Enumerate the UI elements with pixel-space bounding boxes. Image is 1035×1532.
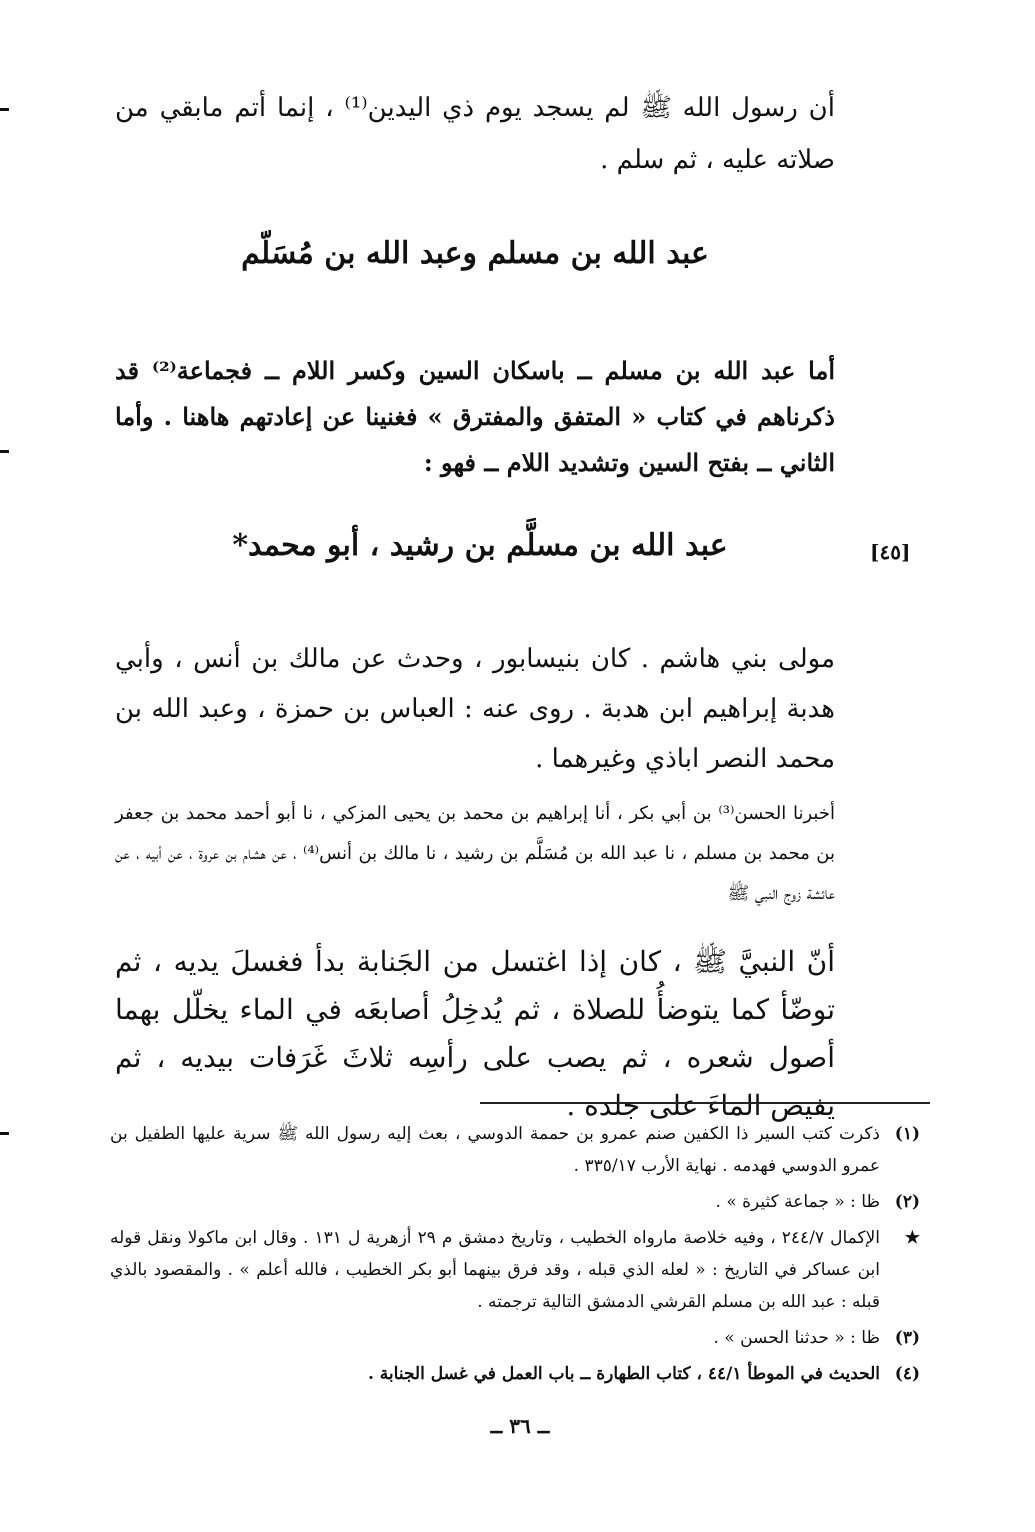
section-heading: عبد الله بن مسلم وعبد الله بن مُسَلّم [241, 236, 709, 271]
footnote-text: ذكرت كتب السير ذا الكفين صنم عمرو بن حممة الدوسي ، بعث إليه رسول الله ﷺ سرية عليها الطفيل بن عمرو الدوسي فهدمه . نهاية الأرب ٣٣٥/١٧ . [110, 1124, 880, 1176]
scan-edge-mark [0, 450, 9, 453]
footnote-item [110, 1358, 920, 1390]
top-paragraph: أن رسول الله ﷺ لم يسجد يوم ذي اليدين⁽¹⁾ ، إنما أتم مابقي من صلاته عليه ، ثم سلم . [115, 93, 835, 175]
isnad-paragraph: أخبرنا الحسن⁽³⁾ بن أبي بكر ، أنا إبراهيم بن محمد بن يحيى المزكي ، نا أبو أحمد محمد بن جعفر بن محمد بن مسلم ، نا عبد الله بن مُسَلَّم بن رشيد ، نا مالك بن أنس⁽⁴⁾ ، عن هشام بن عروة ، عن أبيه ، عن عائشة زوج النبي ﷺ [115, 803, 835, 904]
scan-edge-mark [0, 1132, 9, 1135]
intro-paragraph: أما عبد الله بن مسلم ــ باسكان السين وكسر اللام ــ فجماعة⁽²⁾ قد ذكرناهم في كتاب « المتفق والمفترق » فغنينا عن إعادتهم هاهنا . وأما الثاني ــ بفتح السين وتشديد اللام ــ فهو : [115, 356, 836, 477]
footnote-item [110, 1186, 920, 1218]
entry-number: [٤٥] [870, 540, 911, 564]
footnote-marker: (٣) [894, 1328, 920, 1348]
footnote-text: الحديث في الموطأ ٤٤/١ ، كتاب الطهارة ــ باب العمل في غسل الجنابة . [367, 1364, 880, 1384]
footnote-marker: (٤) [894, 1364, 920, 1384]
footnote-item [110, 1222, 920, 1318]
footnote-item [110, 1118, 920, 1182]
footnote-marker: ★ [904, 1228, 920, 1248]
footnote-marker: (١) [894, 1124, 920, 1144]
hadith-paragraph: أنّ النبيَّ ﷺ ، كان إذا اغتسل من الجَنابة بدأ فغسلَ يديه ، ثم توضّأ كما يتوضأُ للصلاة ، ثم يُدخِلُ أصابعَه في الماء يخلّل بهما أصول شعره ، ثم يصب على رأسِه ثلاثَ غَرَفات بيديه ، ثم يفيض الماءَ على جلده . [115, 945, 835, 1122]
footnote-marker: (٢) [894, 1192, 920, 1212]
entry-heading: عبد الله بن مسلَّم بن رشيد ، أبو محمد* [232, 528, 728, 563]
footnotes [110, 1118, 920, 1394]
footnote-text: الإكمال ٢٤٤/٧ ، وفيه خلاصة مارواه الخطيب ، وتاريخ دمشق م ٢٩ أزهرية ل ١٣١ . وقال ابن ماكولا ونقل قوله ابن عساكر في التاريخ : « لعله الذي قبله ، وقد فرق بينهما أبو بكر الخطيب ، فالله أعلم » . والمقصود بالذي قبله : عبد الله بن مسلم القرشي الدمشق التالية ترجمته . [110, 1228, 880, 1312]
biography-paragraph: مولى بني هاشم . كان بنيسابور ، وحدث عن مالك بن أنس ، وأبي هدبة إبراهيم ابن هدبة . روى عنه : العباس بن حمزة ، وعبد الله بن محمد النصر اباذي وغيرهما . [115, 644, 835, 774]
scan-edge-mark [0, 108, 9, 111]
footnote-text: ظا : « جماعة كثيرة » . [715, 1192, 880, 1212]
footnote-item [110, 1322, 920, 1354]
footnote-text: ظا : « حدثنا الحسن » . [713, 1328, 880, 1348]
page-number: ــ ٣٦ ــ [490, 1414, 550, 1438]
footnote-separator [480, 1102, 930, 1104]
